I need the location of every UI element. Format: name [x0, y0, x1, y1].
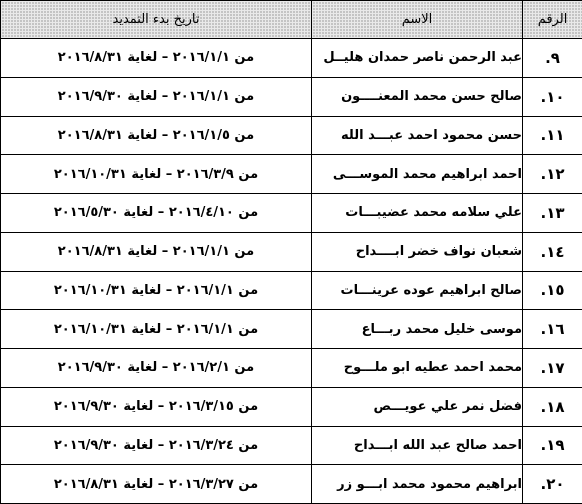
- row-name: حسن محمود احمد عبـــد الله: [312, 116, 523, 155]
- row-name: احمد صالح عبد الله ابـــداح: [312, 426, 523, 465]
- header-extension-start: تاريخ بدء التمديد: [1, 1, 312, 39]
- header-name: الاسم: [312, 1, 523, 39]
- row-period: من ٢٠١٦/١/١ – لغاية ٢٠١٦/٩/٣٠: [1, 77, 312, 116]
- table-body: [1, 39, 582, 504]
- row-name: صالح ابراهيم عوده عرينـــات: [312, 271, 523, 310]
- row-number: ١٨.: [523, 387, 582, 426]
- row-period: من ٢٠١٦/١/٥ – لغاية ٢٠١٦/٨/٣١: [1, 116, 312, 155]
- row-number: ١٧.: [523, 349, 582, 388]
- table-header-row: [1, 1, 582, 39]
- row-period: من ٢٠١٦/٣/١٥ – لغاية ٢٠١٦/٩/٣٠: [1, 387, 312, 426]
- row-number: ١٤.: [523, 232, 582, 271]
- row-number: ١١.: [523, 116, 582, 155]
- row-number: ١٢.: [523, 155, 582, 194]
- row-period: من ٢٠١٦/١/١ – لغاية ٢٠١٦/١٠/٣١: [1, 271, 312, 310]
- table-row: [1, 155, 582, 194]
- table-row: [1, 194, 582, 233]
- row-name: شعبان نواف خضر ابــــداح: [312, 232, 523, 271]
- row-name: احمد ابراهيم محمد الموســـى: [312, 155, 523, 194]
- row-number: ٩.: [523, 39, 582, 78]
- table-row: [1, 387, 582, 426]
- table-row: [1, 271, 582, 310]
- table-row: [1, 232, 582, 271]
- row-period: من ٢٠١٦/٣/٢٤ – لغاية ٢٠١٦/٩/٣٠: [1, 426, 312, 465]
- table-row: [1, 116, 582, 155]
- row-period: من ٢٠١٦/٣/٩ – لغاية ٢٠١٦/١٠/٣١: [1, 155, 312, 194]
- row-period: من ٢٠١٦/١/١ – لغاية ٢٠١٦/١٠/٣١: [1, 310, 312, 349]
- row-number: ١٥.: [523, 271, 582, 310]
- table-row: [1, 349, 582, 388]
- row-period: من ٢٠١٦/١/١ – لغاية ٢٠١٦/٨/٣١: [1, 232, 312, 271]
- row-number: ١٣.: [523, 194, 582, 233]
- row-number: ١٠.: [523, 77, 582, 116]
- row-period: من ٢٠١٦/٤/١٠ – لغاية ٢٠١٦/٥/٣٠: [1, 194, 312, 233]
- row-name: عبد الرحمن ناصر حمدان هليــل: [312, 39, 523, 78]
- row-name: فضل نمر علي عويـــص: [312, 387, 523, 426]
- table-row: [1, 426, 582, 465]
- row-period: من ٢٠١٦/٢/١ – لغاية ٢٠١٦/٩/٣٠: [1, 349, 312, 388]
- table-row: [1, 39, 582, 78]
- table-row: [1, 465, 582, 504]
- row-name: علي سلامه محمد عضيبـــات: [312, 194, 523, 233]
- header-number: الرقم: [523, 1, 582, 39]
- row-name: موسى خليل محمد ربـــاع: [312, 310, 523, 349]
- row-period: من ٢٠١٦/١/١ – لغاية ٢٠١٦/٨/٣١: [1, 39, 312, 78]
- row-number: ٢٠.: [523, 465, 582, 504]
- table-row: [1, 77, 582, 116]
- row-name: محمد احمد عطيه ابو ملـــوح: [312, 349, 523, 388]
- table-row: [1, 310, 582, 349]
- row-period: من ٢٠١٦/٣/٢٧ – لغاية ٢٠١٦/٨/٣١: [1, 465, 312, 504]
- row-number: ١٩.: [523, 426, 582, 465]
- row-name: صالح حسن محمد المعنــــون: [312, 77, 523, 116]
- row-number: ١٦.: [523, 310, 582, 349]
- row-name: ابراهيم محمود محمد ابـــو زر: [312, 465, 523, 504]
